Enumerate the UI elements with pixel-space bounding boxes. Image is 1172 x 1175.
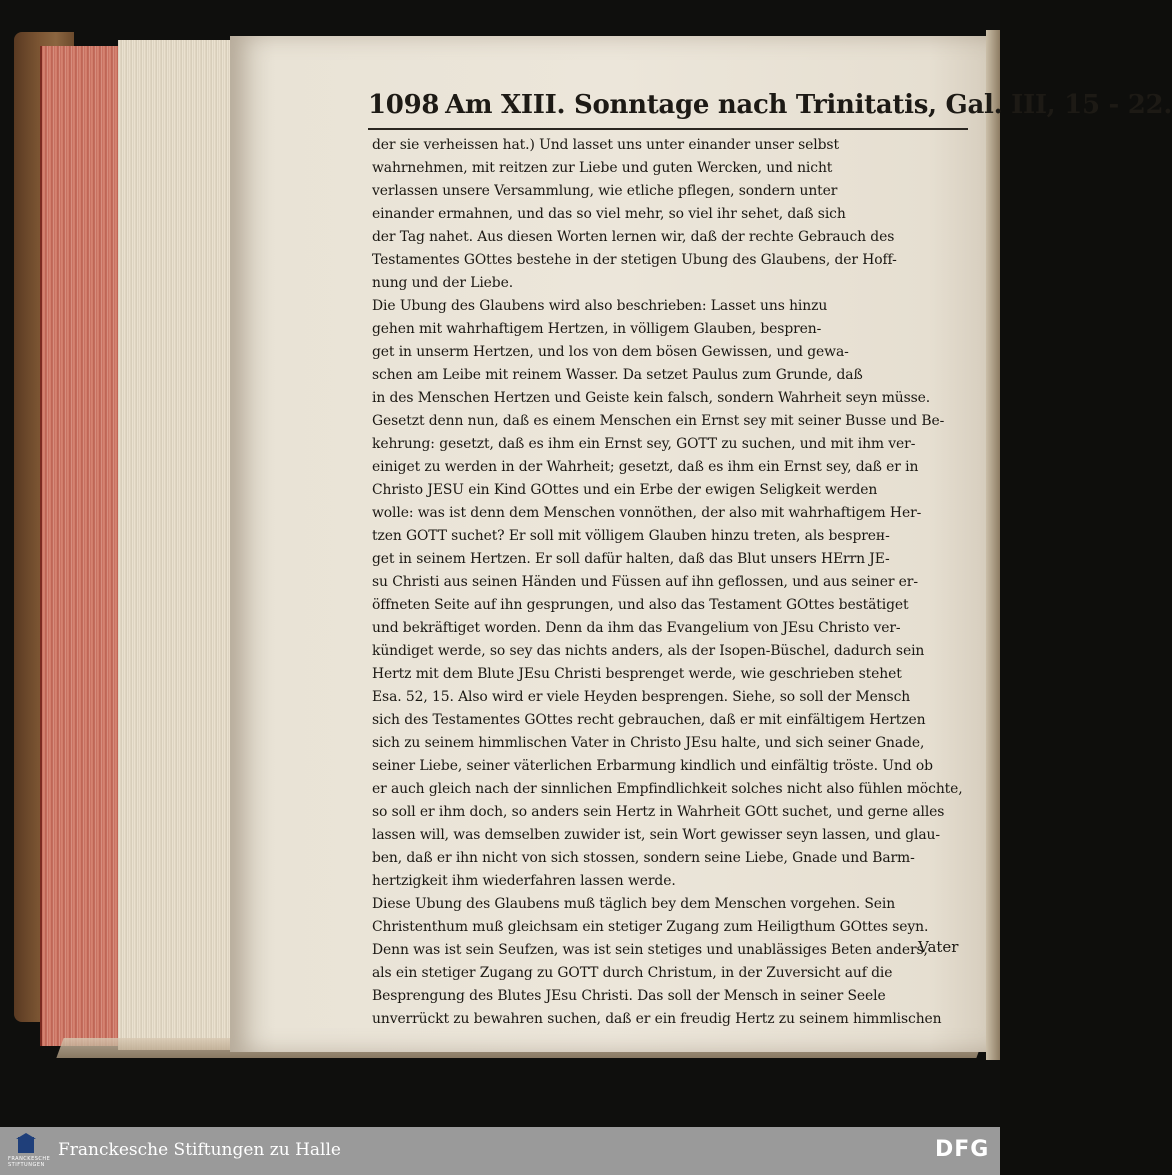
dfg-logo[interactable]: DFG — [935, 1137, 990, 1162]
header-title: Am XIII. Sonntage nach Trinitatis, Gal. III, 15 - 22. — [445, 90, 1172, 120]
text-line: Esa. 52, 15. Also wird er viele Heyden besprengen. Siehe, so soll der Mensch — [372, 689, 911, 705]
text-line: einiget zu werden in der Wahrheit; gesetzt, daß es ihm ein Ernst sey, daß er in — [372, 459, 919, 475]
text-line: tzen GOTT suchet? Er soll mit völligem Glauben hinzu treten, als besprен- — [372, 528, 890, 544]
header-rule — [368, 128, 968, 130]
logo-text-2: STIFTUNGEN — [8, 1162, 45, 1168]
text-line: ben, daß er ihn nicht von sich stossen, sondern seine Liebe, Gnade und Barm- — [372, 850, 915, 866]
text-line: er auch gleich nach der sinnlichen Empfindlichkeit solches nicht also fühlen möchte, — [372, 781, 963, 797]
text-line: hertzigkeit ihm wiederfahren lassen werde. — [372, 873, 676, 889]
text-line: als ein stetiger Zugang zu GOTT durch Christum, in der Zuversicht auf die — [372, 965, 893, 981]
footer-title[interactable]: Franckesche Stiftungen zu Halle — [58, 1140, 341, 1160]
text-line: und bekräftiget worden. Denn da ihm das Evangelium von JEsu Christo ver- — [372, 620, 901, 636]
franckesche-logo[interactable] — [8, 1133, 51, 1169]
text-line: kündiget werde, so sey das nichts anders, als der Isopen-Büschel, dadurch sein — [372, 643, 925, 659]
text-line: gehen mit wahrhaftigem Hertzen, in völligem Glauben, bespren- — [372, 321, 822, 337]
page-edges-light — [118, 40, 230, 1050]
text-line: Christenthum muß gleichsam ein stetiger Zugang zum Heiligthum GOttes seyn. — [372, 919, 929, 935]
text-line: so soll er ihm doch, so anders sein Hertz in Wahrheit GOtt suchet, und gerne alles — [372, 804, 945, 820]
page-edges-red — [40, 46, 122, 1046]
page-number: 1098 — [368, 90, 440, 120]
text-line: schen am Leibe mit reinem Wasser. Da setzet Paulus zum Grunde, daß — [372, 367, 863, 383]
text-line: Besprengung des Blutes JEsu Christi. Das soll der Mensch in seiner Seele — [372, 988, 886, 1004]
house-icon — [18, 1137, 34, 1153]
text-line: Die Ubung des Glaubens wird also beschrieben: Lasset uns hinzu — [372, 298, 828, 314]
logo-text-1: FRANCKESCHE — [8, 1156, 51, 1162]
text-line: seiner Liebe, seiner väterlichen Erbarmung kindlich und einfältig tröste. Und ob — [372, 758, 933, 774]
text-line: Denn was ist sein Seufzen, was ist sein stetiges und unablässiges Beten anders, — [372, 942, 928, 958]
text-line: öffneten Seite auf ihn gesprungen, und also das Testament GOttes bestätiget — [372, 597, 909, 613]
text-line: Hertz mit dem Blute JEsu Christi besprenget werde, wie geschrieben stehet — [372, 666, 902, 682]
text-line: sich zu seinem himmlischen Vater in Christo JEsu halte, und sich seiner Gnade, — [372, 735, 925, 751]
text-line: verlassen unsere Versammlung, wie etliche pflegen, sondern unter — [372, 183, 838, 199]
text-line: der Tag nahet. Aus diesen Worten lernen wir, daß der rechte Gebrauch des — [372, 229, 895, 245]
text-line: nung und der Liebe. — [372, 275, 514, 291]
text-line: Christo JESU ein Kind GOttes und ein Erbe der ewigen Seligkeit werden — [372, 482, 878, 498]
body-text — [372, 134, 972, 1031]
text-line: der sie verheissen hat.) Und lasset uns unter einander unser selbst — [372, 137, 839, 153]
text-line: wahrnehmen, mit reitzen zur Liebe und guten Wercken, und nicht — [372, 160, 833, 176]
running-header — [368, 90, 1172, 126]
text-line: einander ermahnen, und das so viel mehr, so viel ihr sehet, daß sich — [372, 206, 846, 222]
text-line: Gesetzt denn nun, daß es einem Menschen ein Ernst sey mit seiner Busse und Be- — [372, 413, 945, 429]
text-line: get in seinem Hertzen. Er soll dafür halten, daß das Blut unsers HErrn JE- — [372, 551, 890, 567]
text-line: Diese Ubung des Glaubens muß täglich bey dem Menschen vorgehen. Sein — [372, 896, 896, 912]
catchword: Vater — [918, 938, 959, 956]
text-line: wolle: was ist denn dem Menschen vonnöthen, der also mit wahrhaftigem Her- — [372, 505, 922, 521]
footer-bar — [0, 1127, 1000, 1175]
text-line: get in unserm Hertzen, und los von dem bösen Gewissen, und gewa- — [372, 344, 849, 360]
text-line: Testamentes GOttes bestehe in der stetigen Ubung des Glaubens, der Hoff- — [372, 252, 897, 268]
text-line: su Christi aus seinen Händen und Füssen auf ihn geflossen, und aus seiner er- — [372, 574, 918, 590]
text-line: unverrückt zu bewahren suchen, daß er ein freudig Hertz zu seinem himmlischen — [372, 1011, 942, 1027]
text-line: sich des Testamentes GOttes recht gebrauchen, daß er mit einfältigem Hertzen — [372, 712, 926, 728]
text-line: kehrung: gesetzt, daß es ihm ein Ernst sey, GOTT zu suchen, und mit ihm ver- — [372, 436, 916, 452]
text-line: lassen will, was demselben zuwider ist, sein Wort gewisser seyn lassen, und glau- — [372, 827, 940, 843]
text-line: in des Menschen Hertzen und Geiste kein falsch, sondern Wahrheit seyn müsse. — [372, 390, 931, 406]
page-right-edge — [986, 30, 1000, 1060]
